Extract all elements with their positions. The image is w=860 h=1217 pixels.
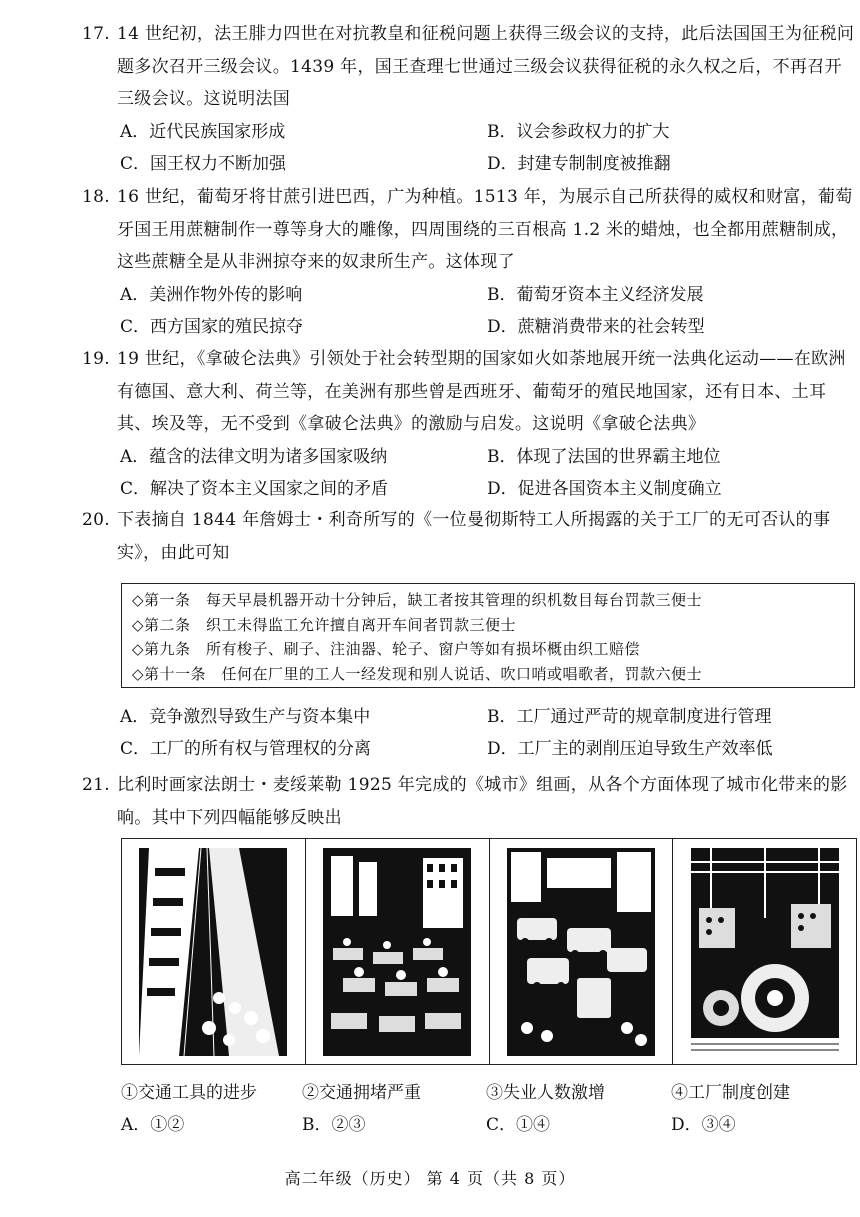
woodcut-panel-2 <box>306 839 490 1064</box>
question-17 <box>82 18 857 180</box>
option-b[interactable]: B．体现了法国的世界霸主地位 <box>487 446 721 467</box>
question-number: 19. <box>82 349 110 369</box>
option-c[interactable]: C．①④ <box>486 1115 551 1135</box>
page-footer: 高二年级（历史） 第 4 页（共 8 页） <box>284 1169 576 1188</box>
option-c[interactable]: C．国王权力不断加强 <box>120 153 287 174</box>
stem-text: 19 世纪，《拿破仑法典》引领处于社会转型期的国家如火如荼地展开统一法典化运动——在欧洲有德国、意大利、荷兰等，在美洲有那些曾是西班牙、葡萄牙的殖民地国家，还有日本、土耳其、埃及等，无不受到《拿破仑法典》的激励与启发。这说明《拿破仑法典》 <box>117 349 846 434</box>
caption-4: ④工厂制度创建 <box>671 1083 790 1103</box>
option-b[interactable]: B．葡萄牙资本主义经济发展 <box>487 284 704 305</box>
rule-1: ◇第一条 每天早晨机器开动十分钟后，缺工者按其管理的织机数目每台罚款三便士 <box>132 591 703 609</box>
question-18 <box>82 181 857 343</box>
rule-11: ◇第十一条 任何在厂里的工人一经发现和别人说话、吹口哨或唱歌者，罚款六便士 <box>132 664 703 683</box>
stem-text: 比利时画家法朗士・麦绥莱勒 1925 年完成的《城市》组画，从各个方面体现了城市化带来的影响。其中下列四幅能够反映出 <box>117 775 848 828</box>
options-row <box>82 279 857 311</box>
option-b[interactable]: B．②③ <box>302 1115 366 1135</box>
option-b[interactable]: B．议会参政权力的扩大 <box>487 121 670 142</box>
options-row <box>82 116 857 148</box>
woodcut-gallery <box>121 838 857 1065</box>
woodcut-panel-3 <box>490 839 674 1064</box>
caption-2: ②交通拥堵严重 <box>302 1083 421 1103</box>
question-number: 18. <box>82 187 110 207</box>
options-row <box>82 701 857 733</box>
question-19 <box>82 343 857 505</box>
option-c[interactable]: C．解决了资本主义国家之间的矛盾 <box>120 478 389 499</box>
stem-text: 16 世纪，葡萄牙将甘蔗引进巴西，广为种植。1513 年，为展示自己所获得的威权和财富，葡萄牙国王用蔗糖制作一尊等身大的雕像，四周围绕的三百根高 1.2 米的蜡烛，也全都用蔗糖制成，这些蔗糖全是从非洲掠夺来的奴隶所生产。这体现了 <box>117 187 853 272</box>
woodcut-panel-4 <box>673 839 856 1064</box>
options-row <box>82 311 857 343</box>
question-20 <box>82 504 857 569</box>
stem-text: 14 世纪初，法王腓力四世在对抗教皇和征税问题上获得三级会议的支持，此后法国国王为征税问题多次召开三级会议。1439 年，国王查理七世通过三级会议获得征税的永久权之后，不再召开三级会议。这说明法国 <box>117 24 855 109</box>
question-stem <box>82 504 857 569</box>
option-b[interactable]: B．工厂通过严苛的规章制度进行管理 <box>487 707 772 727</box>
woodcut-office-crowd-image <box>323 848 471 1056</box>
rule-2: ◇第二条 织工未得监工允许擅自离开车间者罚款三便士 <box>132 615 517 634</box>
options-row <box>82 473 857 505</box>
question-number: 21. <box>82 775 110 795</box>
stem-text: 下表摘自 1844 年詹姆士・利奇所写的《一位曼彻斯特工人所揭露的关于工厂的无可否认的事实》，由此可知 <box>117 510 831 563</box>
question-21-options <box>121 1110 860 1140</box>
option-a[interactable]: A．竞争激烈导致生产与资本集中 <box>120 707 371 727</box>
option-a[interactable]: A．美洲作物外传的影响 <box>120 284 303 305</box>
question-stem <box>82 18 857 116</box>
question-number: 20. <box>82 510 110 530</box>
option-c[interactable]: C．工厂的所有权与管理权的分离 <box>120 739 372 759</box>
woodcut-street-traffic-image <box>507 848 655 1056</box>
options-row <box>82 733 857 765</box>
options-row <box>82 441 857 473</box>
option-d[interactable]: D．促进各国资本主义制度确立 <box>487 478 722 499</box>
option-a[interactable]: A．近代民族国家形成 <box>120 121 286 142</box>
option-d[interactable]: D．封建专制制度被推翻 <box>487 153 671 174</box>
question-20-options <box>82 701 857 765</box>
question-21 <box>82 769 857 834</box>
question-stem <box>82 181 857 279</box>
woodcut-panel-1 <box>122 839 306 1064</box>
question-number: 17. <box>82 24 110 44</box>
option-d[interactable]: D．③④ <box>671 1115 736 1135</box>
rule-9: ◇第九条 所有梭子、刷子、注油器、轮子、窗户等如有损坏概由织工赔偿 <box>132 640 641 658</box>
option-d[interactable]: D．蔗糖消费带来的社会转型 <box>487 316 705 337</box>
option-a[interactable]: A．蕴含的法律文明为诸多国家吸纳 <box>120 446 388 467</box>
caption-3: ③失业人数激增 <box>486 1083 605 1103</box>
option-a[interactable]: A．①② <box>121 1115 185 1135</box>
question-stem <box>82 343 857 441</box>
option-c[interactable]: C．西方国家的殖民掠夺 <box>120 316 304 337</box>
factory-rules-table <box>121 583 855 688</box>
caption-1: ①交通工具的进步 <box>121 1083 257 1103</box>
woodcut-factory-machinery-image <box>691 848 839 1056</box>
woodcut-captions <box>121 1078 860 1108</box>
options-row <box>82 148 857 180</box>
question-stem <box>82 769 857 834</box>
woodcut-train-crowd-image <box>139 848 287 1056</box>
option-d[interactable]: D．工厂主的剥削压迫导致生产效率低 <box>487 739 773 759</box>
